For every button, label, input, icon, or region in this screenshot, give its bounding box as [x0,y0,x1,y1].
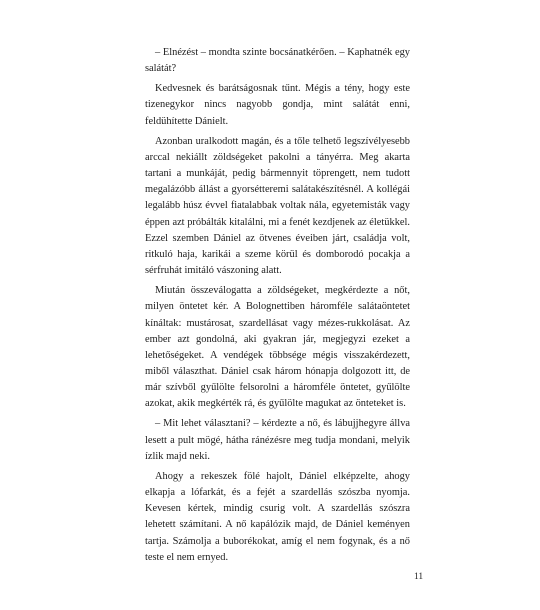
paragraph: Ahogy a rekeszek fölé hajolt, Dániel elképzelte, ahogy elkapja a lófarkát, és a fejét a szardellás szószba nyomja. Kevesen kértek, mindig csurig volt. A szardellás szószra lehetett számítani. A nő kapálózik majd, de Dániel keményen tartja. Számolja a buborékokat, amíg el nem fogynak, és a nő teste el nem ernyed. [145,470,410,563]
body-text [145,45,410,570]
paragraph: Azonban uralkodott magán, és a tőle telhető legszívélyesebb arccal nekiállt zöldségeket pakolni a tányérra. Meg akarta tartani a munkáját, pedig bármennyit töprengett, nem tudott megalázóbb állást a gyorsétteremi salátakészítésnél. A kollégái legalább húsz évvel fiatalabbak voltak nála, egyetemisták vagy éppen azt próbálták kitalálni, mi a fenét kezdjenek az életükkel. Ezzel szemben Dániel az ötvenes éveiben járt, családja volt, ritkuló haja, karikái a szeme körül és domborodó pocakja a sérfruhát imitáló vászoning alatt. [145,135,410,277]
paragraph: – Mit lehet választani? – kérdezte a nő, és lábujjhegyre állva lesett a pult mögé, hátha ránézésre meg tudja mondani, melyik ízlik majd neki. [145,418,410,462]
paragraph: Miután összeválogatta a zöldségeket, megkérdezte a nőt, milyen öntetet kér. A Bolognettiben háromféle salátaöntetet kínáltak: mustárosat, szardellásat vagy mézes-rukkolásat. Az ember azt gondolná, aki gyakran jár, megjegyzi ezeket a lehetőségeket. A vendégek többsége mégis visszakérdezett, miből választhat. Dániel csak három hónapja dolgozott itt, de már szívből gyűlölte felsorolni a háromféle öntetet, gyűlölte azokat, akik megkérték rá, és gyűlölte magukat az önteteket is. [145,285,410,410]
paragraph: – Elnézést – mondta szinte bocsánatkérően. – Kaphatnék egy salátát? [145,47,410,75]
page-number: 11 [414,572,424,582]
paragraph: Kedvesnek és barátságosnak tűnt. Mégis a tény, hogy este tizenegykor nincs nagyobb gondja, mint salátát enni, feldühítette Dánielt. [145,83,410,127]
